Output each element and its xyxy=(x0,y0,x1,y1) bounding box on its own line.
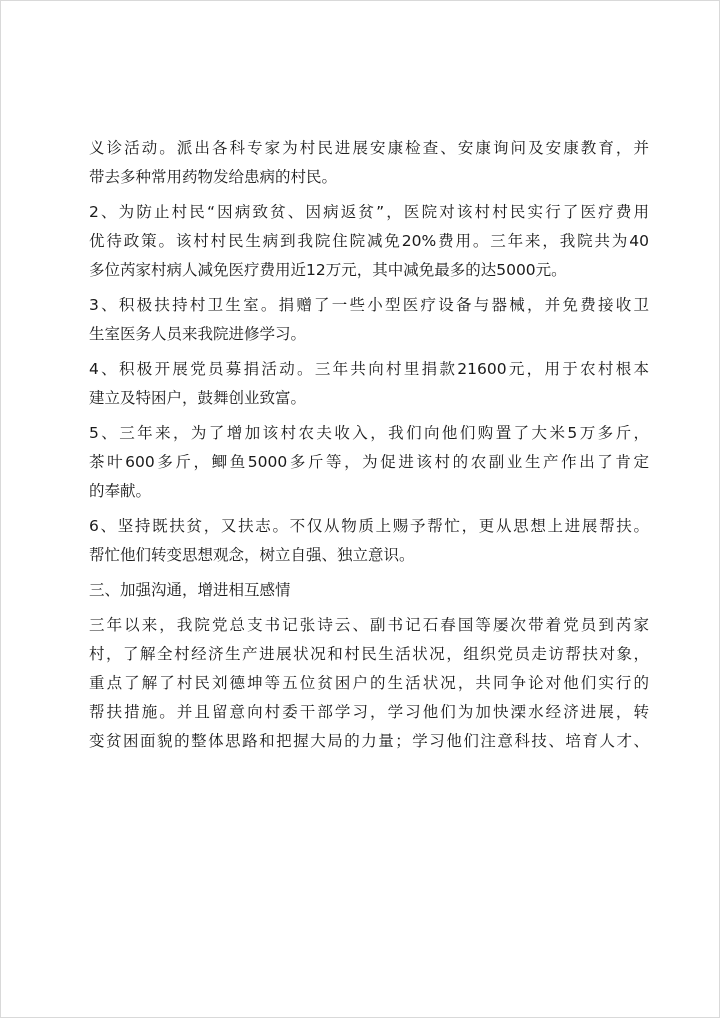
paragraph-communication xyxy=(89,611,649,756)
text-line: 优待政策。该村村民生病到我院住院减免20%费用。三年来，我院共为40 xyxy=(89,232,649,250)
paragraph-item-3 xyxy=(89,291,649,349)
text-line: 多位芮家村病人减免医疗费用近12万元，其中减免最多的达5000元。 xyxy=(89,261,567,279)
text-line: 的奉献。 xyxy=(89,482,152,500)
section-heading-3 xyxy=(89,576,649,605)
text-line: 村，了解全村经济生产进展状况和村民生活状况，组织党员走访帮扶对象， xyxy=(89,645,649,663)
text-line: 5、三年来，为了增加该村农夫收入，我们向他们购置了大米5万多斤， xyxy=(89,424,649,442)
text-line: 三年以来，我院党总支书记张诗云、副书记石春国等屡次带着党员到芮家 xyxy=(89,616,649,634)
paragraph-item-2 xyxy=(89,198,649,285)
text-line: 变贫困面貌的整体思路和把握大局的力量；学习他们注意科技、培育人才、 xyxy=(89,732,649,750)
text-line: 带去多种常用药物发给患病的村民。 xyxy=(89,168,338,186)
text-line: 重点了解了村民刘德坤等五位贫困户的生活状况，共同争论对他们实行的 xyxy=(89,674,649,692)
text-line: 3、积极扶持村卫生室。捐赠了一些小型医疗设备与器械，并免费接收卫 xyxy=(89,296,649,314)
paragraph-medical-consultation xyxy=(89,134,649,192)
paragraph-item-6 xyxy=(89,512,649,570)
text-line: 义诊活动。派出各科专家为村民进展安康检查、安康询问及安康教育，并 xyxy=(89,139,649,157)
paragraph-item-4 xyxy=(89,355,649,413)
paragraph-item-5 xyxy=(89,419,649,506)
text-line: 帮扶措施。并且留意向村委干部学习，学习他们为加快溧水经济进展，转 xyxy=(89,703,649,721)
text-line: 帮忙他们转变思想观念，树立自强、独立意识。 xyxy=(89,546,415,564)
document-body xyxy=(89,134,649,762)
text-line: 茶叶600多斤，鲫鱼5000多斤等，为促进该村的农副业生产作出了肯定 xyxy=(89,453,649,471)
heading-text: 三、加强沟通，增进相互感情 xyxy=(89,581,291,599)
text-line: 建立及特困户，鼓舞创业致富。 xyxy=(89,389,307,407)
text-line: 6、坚持既扶贫，又扶志。不仅从物质上赐予帮忙，更从思想上进展帮扶。 xyxy=(89,517,649,535)
text-line: 生室医务人员来我院进修学习。 xyxy=(89,325,307,343)
text-line: 4、积极开展党员募捐活动。三年共向村里捐款21600元，用于农村根本 xyxy=(89,360,649,378)
text-line: 2、为防止村民“因病致贫、因病返贫”，医院对该村村民实行了医疗费用 xyxy=(89,203,649,221)
